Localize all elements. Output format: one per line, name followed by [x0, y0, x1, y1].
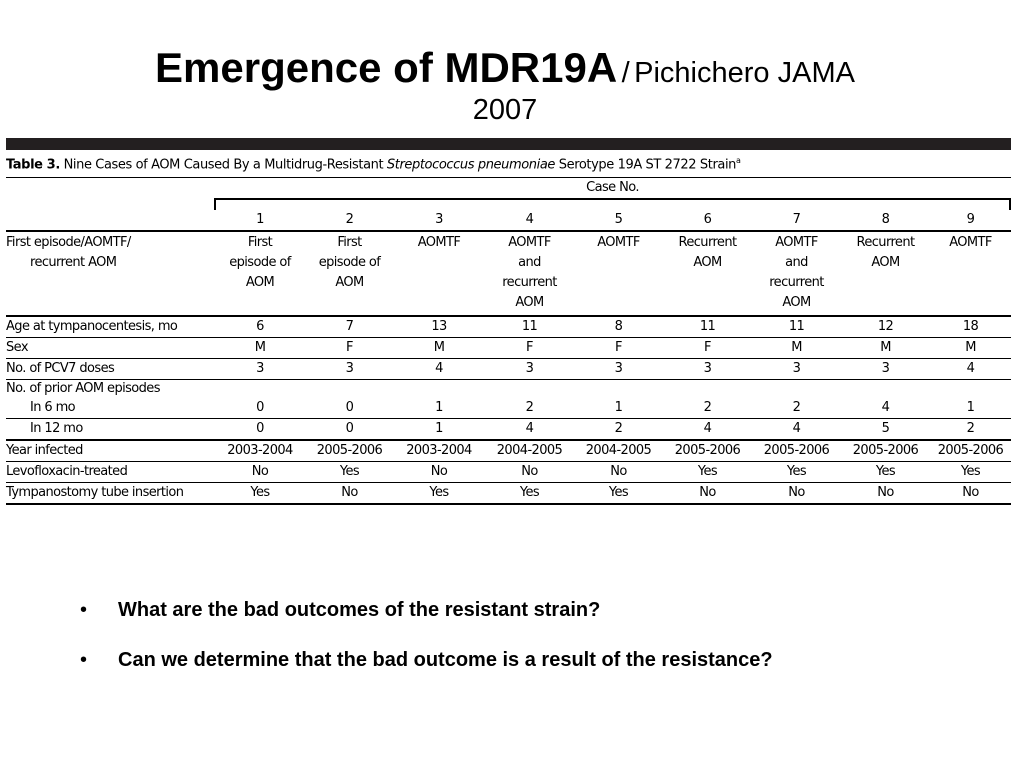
- case-number-1: 1: [214, 210, 306, 231]
- cell-line: First: [337, 235, 362, 251]
- cell-case-4: [485, 231, 574, 316]
- table-row-2: [6, 338, 1011, 359]
- cell-line: First: [247, 235, 273, 251]
- cell-case-8: [841, 231, 930, 316]
- cell-case-7: 4: [752, 419, 841, 441]
- case-number-2: 2: [306, 210, 393, 231]
- caption-footnote-mark: a: [736, 156, 741, 165]
- cell-case-3: Yes: [393, 483, 485, 505]
- cell-case-7: 2: [752, 398, 841, 419]
- cell-case-9: Yes: [930, 462, 1011, 483]
- case-number-3: 3: [393, 210, 485, 231]
- cell-case-5: 2004-2005: [574, 440, 663, 462]
- cell-case-5: [574, 231, 663, 316]
- cell-case-3: No: [393, 462, 485, 483]
- table-label: Table 3.: [6, 157, 60, 173]
- table-row-prior-aom-2: [6, 419, 1011, 441]
- case-no-header: Case No.: [586, 180, 639, 196]
- cell-case-3: 1: [393, 419, 485, 441]
- cell-case-8: M: [841, 338, 930, 359]
- cell-line: AOMTF: [597, 235, 640, 251]
- cell-line: recurrent: [769, 275, 824, 291]
- cell-case-2: No: [306, 483, 393, 505]
- cell-case-6: 11: [663, 316, 752, 338]
- cell-case-2: [306, 231, 393, 316]
- cell-case-7: 3: [752, 359, 841, 380]
- title-year: 2007: [472, 94, 538, 127]
- cell-case-2: 7: [306, 316, 393, 338]
- cases-table: [6, 178, 1011, 505]
- cell-case-6: F: [663, 338, 752, 359]
- title-citation: Pichichero JAMA: [634, 57, 855, 89]
- caption-text: Nine Cases of AOM Caused By a Multidrug-Resistant: [63, 157, 384, 173]
- cell-case-2: F: [306, 338, 393, 359]
- table-row-after-1: [6, 440, 1011, 462]
- cell-line: episode of: [318, 255, 381, 271]
- cell-line: AOMTF: [508, 235, 551, 251]
- cell-case-5: 1: [574, 398, 663, 419]
- cell-case-7: Yes: [752, 462, 841, 483]
- cell-case-7: [752, 231, 841, 316]
- cell-case-4: F: [485, 338, 574, 359]
- cell-line: AOMTF: [949, 235, 992, 251]
- cell-case-3: 4: [393, 359, 485, 380]
- cell-case-4: No: [485, 462, 574, 483]
- cell-case-2: 2005-2006: [306, 440, 393, 462]
- title-bold: Emergence of MDR19A: [155, 44, 618, 91]
- cell-case-3: 2003-2004: [393, 440, 485, 462]
- cell-case-7: 2005-2006: [752, 440, 841, 462]
- caption-italic: Streptococcus pneumoniae: [386, 157, 556, 173]
- cell-case-5: No: [574, 462, 663, 483]
- table-row-after-3: [6, 483, 1011, 505]
- row-label: No. of PCV7 doses: [6, 359, 214, 380]
- cell-case-2: Yes: [306, 462, 393, 483]
- cell-case-9: 18: [930, 316, 1011, 338]
- cell-case-1: No: [214, 462, 306, 483]
- cell-case-6: 4: [663, 419, 752, 441]
- case-number-5: 5: [574, 210, 663, 231]
- cell-case-4: 2: [485, 398, 574, 419]
- cell-case-7: No: [752, 483, 841, 505]
- row-label: Sex: [6, 338, 214, 359]
- table-image: [6, 138, 1011, 505]
- cell-case-5: F: [574, 338, 663, 359]
- cell-case-9: 4: [930, 359, 1011, 380]
- caption-text-post: Serotype 19A ST 2722 Strain: [558, 157, 737, 173]
- cell-line: AOM: [515, 295, 544, 311]
- cell-case-2: 3: [306, 359, 393, 380]
- cell-line: Recurrent: [856, 235, 915, 251]
- cell-case-3: M: [393, 338, 485, 359]
- cell-case-7: 11: [752, 316, 841, 338]
- table-row-episode-type: [6, 231, 1011, 316]
- table-caption: [6, 150, 1011, 178]
- row-label: No. of prior AOM episodes: [6, 381, 160, 397]
- case-number-6: 6: [663, 210, 752, 231]
- cell-line: AOM: [782, 295, 811, 311]
- row-label: Tympanostomy tube insertion: [6, 483, 214, 505]
- cell-case-8: 3: [841, 359, 930, 380]
- cell-case-6: 2: [663, 398, 752, 419]
- table-row-prior-aom-header: [6, 380, 1011, 399]
- cell-case-2: 0: [306, 419, 393, 441]
- slide-title: [0, 42, 1010, 129]
- cell-line: episode of: [229, 255, 291, 271]
- cell-case-4: 2004-2005: [485, 440, 574, 462]
- cell-case-5: Yes: [574, 483, 663, 505]
- table-top-bar: [6, 138, 1011, 150]
- cell-case-9: No: [930, 483, 1011, 505]
- cell-case-5: 3: [574, 359, 663, 380]
- cell-line: AOM: [335, 275, 364, 291]
- cell-case-9: 2005-2006: [930, 440, 1011, 462]
- cell-case-8: 4: [841, 398, 930, 419]
- cell-line: AOMTF: [775, 235, 818, 251]
- row-label: Levofloxacin-treated: [6, 462, 214, 483]
- case-number-8: 8: [841, 210, 930, 231]
- cell-case-8: 12: [841, 316, 930, 338]
- row-label: Age at tympanocentesis, mo: [6, 316, 214, 338]
- cell-case-1: 2003-2004: [214, 440, 306, 462]
- cell-case-7: M: [752, 338, 841, 359]
- cell-case-1: M: [214, 338, 306, 359]
- row-label-line: recurrent AOM: [30, 255, 117, 271]
- cell-line: AOM: [871, 255, 900, 271]
- row-label: Year infected: [6, 440, 214, 462]
- cell-case-2: 0: [306, 398, 393, 419]
- cell-line: recurrent: [502, 275, 557, 291]
- cell-case-8: 2005-2006: [841, 440, 930, 462]
- cell-case-4: 3: [485, 359, 574, 380]
- bullet-dot-icon: •: [80, 649, 88, 671]
- cell-case-6: [663, 231, 752, 316]
- cell-case-6: 2005-2006: [663, 440, 752, 462]
- cell-case-8: Yes: [841, 462, 930, 483]
- cell-case-1: [214, 231, 306, 316]
- cell-case-4: 11: [485, 316, 574, 338]
- case-no-bracket: [214, 198, 1011, 210]
- row-label: In 12 mo: [6, 419, 214, 441]
- cell-case-6: Yes: [663, 462, 752, 483]
- bullet-dot-icon: •: [80, 599, 88, 621]
- cell-case-8: 5: [841, 419, 930, 441]
- table-row-prior-aom-1: [6, 398, 1011, 419]
- cell-case-1: 6: [214, 316, 306, 338]
- cell-case-9: 2: [930, 419, 1011, 441]
- cell-case-1: 0: [214, 419, 306, 441]
- cell-case-1: 3: [214, 359, 306, 380]
- cell-case-6: No: [663, 483, 752, 505]
- case-number-row: [6, 210, 1011, 231]
- cell-case-9: [930, 231, 1011, 316]
- case-number-4: 4: [485, 210, 574, 231]
- cell-case-9: 1: [930, 398, 1011, 419]
- bullet-text: What are the bad outcomes of the resistant strain?: [118, 599, 601, 621]
- row-label: [6, 231, 214, 316]
- cell-line: and: [518, 255, 541, 271]
- row-label-line: First episode/AOMTF/: [6, 235, 131, 251]
- cell-case-3: 13: [393, 316, 485, 338]
- cell-case-1: 0: [214, 398, 306, 419]
- table-row-3: [6, 359, 1011, 380]
- case-number-7: 7: [752, 210, 841, 231]
- cell-case-1: Yes: [214, 483, 306, 505]
- cell-case-3: 1: [393, 398, 485, 419]
- cell-case-5: 8: [574, 316, 663, 338]
- bullet-item: [80, 598, 960, 622]
- case-number-9: 9: [930, 210, 1011, 231]
- cell-case-6: 3: [663, 359, 752, 380]
- cell-case-8: No: [841, 483, 930, 505]
- cell-case-5: 2: [574, 419, 663, 441]
- cell-case-4: 4: [485, 419, 574, 441]
- cell-case-9: M: [930, 338, 1011, 359]
- cell-line: AOMTF: [417, 235, 461, 251]
- row-label: In 6 mo: [6, 398, 214, 419]
- cell-line: AOM: [245, 275, 275, 291]
- cell-case-4: Yes: [485, 483, 574, 505]
- bullet-item: [80, 648, 960, 672]
- cell-case-3: [393, 231, 485, 316]
- bullet-list: [80, 598, 960, 698]
- cell-line: Recurrent: [678, 235, 737, 251]
- table-row-1: [6, 316, 1011, 338]
- bullet-text: Can we determine that the bad outcome is a result of the resistance?: [118, 649, 773, 671]
- cell-line: and: [785, 255, 808, 271]
- cell-line: AOM: [693, 255, 722, 271]
- table-row-after-2: [6, 462, 1011, 483]
- title-separator: /: [621, 57, 630, 89]
